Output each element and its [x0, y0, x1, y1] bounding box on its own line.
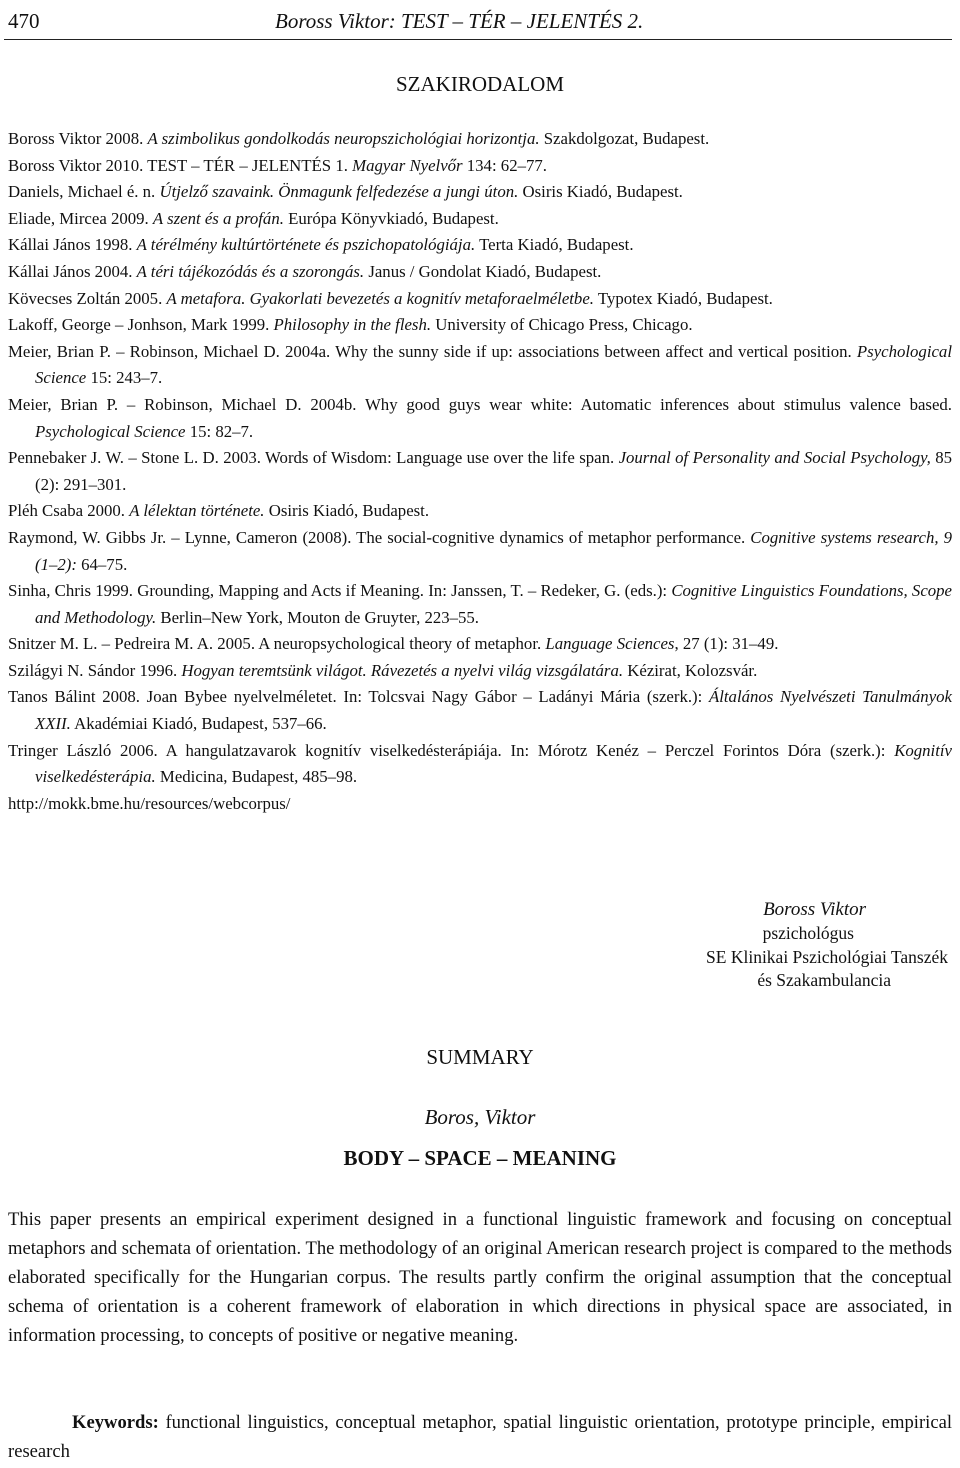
reference-tail: Osiris Kiadó, Budapest. [264, 501, 430, 521]
reference-title: Psychological Science [35, 341, 952, 388]
reference-lead: Tanos Bálint 2008. Joan Bybee nyelvelméletet. In: Tolcsvai Nagy Gábor – Ladányi Mária (szerk.): [8, 687, 709, 707]
summary-heading: BODY – SPACE – MEANING [343, 1146, 617, 1170]
abstract-paragraph: This paper presents an empirical experiment designed in a functional linguistic framework and focusing on conceptual metaphors and schemata of orientation. The methodology of an original American research project is compared to the methods elaborated specifically for the Hungarian corpus. The results partly confirm the original assumption that the conceptual schema of orientation is a coherent framework of elaboration in which directions in physical space are associated, in information processing, to concepts of positive or negative meaning. [8, 1209, 952, 1346]
reference-entry [8, 791, 952, 818]
reference-entry [8, 525, 952, 578]
reference-title: Cognitive systems research, 9 (1–2): [35, 527, 952, 574]
reference-tail: University of Chicago Press, Chicago. [431, 315, 693, 335]
reference-title: Language Sciences [545, 634, 675, 654]
reference-tail: 15: 243–7. [86, 368, 163, 388]
reference-title: A lélektan története. [129, 501, 265, 521]
reference-entry [8, 339, 952, 392]
reference-entry [8, 259, 952, 286]
reference-tail: Kézirat, Kolozsvár. [623, 660, 758, 680]
reference-tail: Berlin–New York, Mouton de Gruyter, 223–55. [156, 607, 479, 627]
reference-lead: Kállai János 1998. [8, 235, 137, 255]
reference-tail: 15: 82–7. [185, 421, 254, 441]
author-institution-line1: SE Klinikai Pszichológiai Tanszék [706, 946, 948, 967]
reference-tail: 85 (2): 291–301. [35, 448, 953, 494]
author-role: pszichológus [762, 922, 854, 943]
reference-title: Cognitive Linguistics Foundations, Scope and Methodology. [35, 581, 952, 627]
reference-lead: Lakoff, George – Jonhson, Mark 1999. [8, 315, 274, 335]
reference-tail: Janus / Gondolat Kiadó, Budapest. [364, 261, 602, 281]
header-rule [4, 39, 952, 40]
reference-lead: Szilágyi N. Sándor 1996. [8, 660, 182, 680]
reference-title: A szimbolikus gondolkodás neuropszichológiai horizontja. [147, 129, 540, 148]
reference-lead: Meier, Brian P. – Robinson, Michael D. 2004b. Why good guys wear white: Automatic inferences about stimulus valence based. [8, 394, 952, 414]
reference-lead: Raymond, W. Gibbs Jr. – Lynne, Cameron (2008). The social-cognitive dynamics of metaphor performance. [8, 527, 751, 547]
reference-title: Psychological Science [35, 421, 186, 441]
bibliography-title: SZAKIRODALOM [396, 72, 564, 96]
reference-entry [8, 206, 952, 233]
keywords-label: Keywords: [72, 1412, 159, 1433]
reference-tail: Typotex Kiadó, Budapest. [593, 288, 773, 308]
reference-entry [8, 684, 952, 737]
reference-lead: http://mokk.bme.hu/resources/webcorpus/ [8, 793, 291, 813]
reference-title: A térélmény kultúrtörténete és pszichopatológiája. [136, 235, 476, 255]
reference-list [8, 126, 952, 817]
running-header [8, 3, 952, 35]
reference-entry [8, 498, 952, 525]
running-title: Boross Viktor: TEST – TÉR – JELENTÉS 2. [275, 9, 644, 33]
reference-title: Általános Nyelvészeti Tanulmányok XXII. [35, 687, 952, 734]
reference-lead: Sinha, Chris 1999. Grounding, Mapping and Acts if Meaning. In: Janssen, T. – Redeker, G. (eds.): [8, 581, 672, 601]
reference-entry [8, 286, 952, 313]
summary-author: Boros, Viktor [424, 1105, 536, 1129]
reference-tail: Szakdolgozat, Budapest. [539, 129, 710, 148]
reference-tail: 64–75. [76, 554, 128, 574]
reference-entry [8, 392, 952, 445]
keywords-paragraph [8, 1408, 952, 1466]
reference-lead: Tringer László 2006. A hangulatzavarok kognitív viselkedésterápiája. In: Mórotz Kenéz – Perczel Forintos Dóra (szerk.): [8, 740, 895, 760]
reference-lead: Pennebaker J. W. – Stone L. D. 2003. Words of Wisdom: Language use over the life span. [8, 448, 619, 468]
reference-lead: Boross Viktor 2008. [8, 129, 148, 148]
reference-lead: Eliade, Mircea 2009. [8, 208, 153, 228]
reference-title: Kognitív viselkedésterápia. [35, 740, 952, 787]
reference-tail: Terta Kiadó, Budapest. [475, 235, 634, 255]
reference-entry [8, 738, 952, 791]
reference-title: A metafora. Gyakorlati bevezetés a kognitív metaforaelméletbe. [166, 288, 594, 308]
reference-entry [8, 126, 952, 153]
reference-title: Journal of Personality and Social Psychology, [618, 448, 931, 468]
reference-lead: Daniels, Michael é. n. [8, 182, 160, 202]
reference-title: Magyar Nyelvőr [352, 155, 463, 175]
reference-title: A téri tájékozódás és a szorongás. [136, 261, 365, 281]
reference-title: A szent és a profán. [152, 208, 284, 228]
reference-entry [8, 658, 952, 685]
reference-tail: Európa Könyvkiadó, Budapest. [283, 208, 499, 228]
page-number: 470 [8, 9, 40, 33]
author-institution-line2: és Szakambulancia [757, 970, 891, 991]
reference-lead: Meier, Brian P. – Robinson, Michael D. 2004a. Why the sunny side if up: associations between affect and vertical position. [8, 341, 857, 361]
reference-tail: 134: 62–77. [462, 155, 547, 175]
reference-title: Hogyan teremtsünk világot. Rávezetés a nyelvi világ vizsgálatára. [181, 660, 624, 680]
reference-entry [8, 312, 952, 339]
reference-lead: Kövecses Zoltán 2005. [8, 288, 167, 308]
reference-entry [8, 578, 952, 631]
reference-entry [8, 445, 952, 498]
reference-entry [8, 631, 952, 658]
reference-entry [8, 153, 952, 180]
author-signature-block [706, 898, 948, 993]
reference-entry [8, 232, 952, 259]
reference-title: Útjelző szavaink. Önmagunk felfedezése a jungi úton. [159, 182, 519, 202]
reference-lead: Kállai János 2004. [8, 261, 137, 281]
reference-lead: Boross Viktor 2010. TEST – TÉR – JELENTÉS 1. [8, 155, 353, 175]
keywords-text: functional linguistics, conceptual metaphor, spatial linguistic orientation, prototype principle, empirical research [8, 1412, 952, 1462]
summary-title: SUMMARY [426, 1045, 534, 1069]
reference-tail: Osiris Kiadó, Budapest. [518, 182, 683, 202]
reference-tail: , 27 (1): 31–49. [674, 634, 779, 654]
reference-lead: Pléh Csaba 2000. [8, 501, 130, 521]
reference-lead: Snitzer M. L. – Pedreira M. A. 2005. A neuropsychological theory of metaphor. [8, 634, 546, 654]
reference-title: Philosophy in the flesh. [273, 315, 432, 335]
reference-tail: Akadémiai Kiadó, Budapest, 537–66. [70, 714, 327, 734]
author-name: Boross Viktor [763, 899, 866, 920]
reference-entry [8, 179, 952, 206]
reference-tail: Medicina, Budapest, 485–98. [155, 767, 358, 787]
